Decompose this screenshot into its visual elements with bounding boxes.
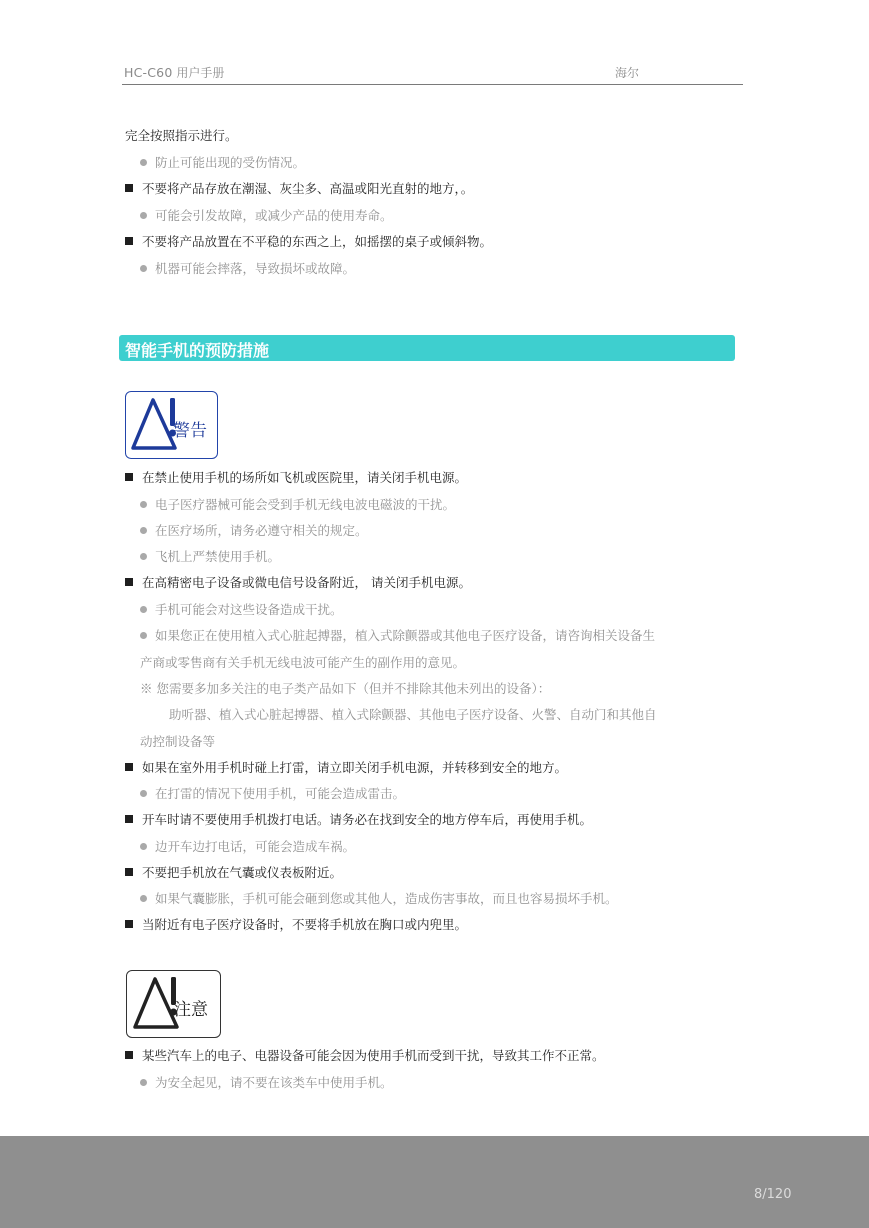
list-item-text: 边开车边打电话，可能会造成车祸。 (155, 839, 356, 854)
page-header (122, 60, 743, 85)
brand-name: 海尔 (615, 66, 640, 80)
bullet-square-icon (125, 578, 133, 586)
bullet-dot-icon (140, 527, 147, 534)
list-item (140, 208, 393, 224)
intro-line: 完全按照指示进行。 (125, 128, 238, 143)
section-heading-bar (119, 335, 735, 361)
list-item-text: 如果在室外用手机时碰上打雷，请立即关闭手机电源，并转移到安全的地方。 (142, 760, 568, 775)
list-item (125, 1048, 605, 1064)
list-item-text: 在禁止使用手机的场所如飞机或医院里，请关闭手机电源。 (142, 470, 468, 485)
list-item (140, 786, 405, 802)
warning-badge (125, 391, 218, 459)
list-item-text: 防止可能出现的受伤情况。 (155, 155, 306, 170)
list-item-text: 不要将产品存放在潮湿、灰尘多、高温或阳光直射的地方，。 (142, 181, 474, 196)
list-item-text: 如果您正在使用植入式心脏起搏器，植入式除颤器或其他电子医疗设备，请咨询相关设备生 (155, 628, 656, 643)
list-item-text: 为安全起见，请不要在该类车中使用手机。 (155, 1075, 393, 1090)
bullet-dot-icon (140, 212, 147, 219)
list-item (125, 917, 467, 933)
list-item (140, 523, 368, 539)
list-item (140, 602, 343, 618)
list-item-text: 手机可能会对这些设备造成干扰。 (155, 602, 343, 617)
bullet-square-icon (125, 237, 133, 245)
caution-label: 注意 (174, 1000, 208, 1020)
bullet-dot-icon (140, 632, 147, 639)
list-item-text: 当附近有电子医疗设备时，不要将手机放在胸口或内兜里。 (142, 917, 468, 932)
list-item-text: 某些汽车上的电子、电器设备可能会因为使用手机而受到干扰，导致其工作不正常。 (142, 1048, 605, 1063)
bullet-square-icon (125, 1051, 133, 1059)
bullet-dot-icon (140, 159, 147, 166)
list-item (140, 628, 655, 644)
list-item (140, 155, 305, 171)
bullet-dot-icon (140, 553, 147, 560)
bullet-dot-icon (140, 895, 147, 902)
bullet-square-icon (125, 473, 133, 481)
list-item-text: 在打雷的情况下使用手机，可能会造成雷击。 (155, 786, 406, 801)
list-item (140, 497, 455, 513)
header-left (124, 64, 224, 81)
list-item-text: 如果气囊膨胀，手机可能会砸到您或其他人，造成伤害事故，而且也容易损坏手机。 (155, 891, 618, 906)
bullet-square-icon (125, 920, 133, 928)
note-devices-line: 助听器、植入式心脏起搏器、植入式除颤器、其他电子医疗设备、火警、自动门和其他自 (169, 707, 657, 722)
list-item (140, 261, 355, 277)
bullet-dot-icon (140, 843, 147, 850)
list-item (140, 891, 618, 907)
list-item (125, 181, 473, 197)
list-item-text: 不要将产品放置在不平稳的东西之上，如摇摆的桌子或倾斜物。 (142, 234, 493, 249)
note-line: ※ 您需要多加多关注的电子类产品如下（但并不排除其他未列出的设备）： (140, 681, 551, 696)
list-item-text: 在高精密电子设备或微电信号设备附近， 请关闭手机电源。 (142, 575, 471, 590)
list-item (140, 1075, 393, 1091)
list-item-text: 可能会引发故障，或减少产品的使用寿命。 (155, 208, 393, 223)
bullet-dot-icon (140, 606, 147, 613)
list-item-text: 开车时请不要使用手机拨打电话。请务必在找到安全的地方停车后，再使用手机。 (142, 812, 593, 827)
list-item (125, 760, 567, 776)
note-devices-continuation: 动控制设备等 (140, 734, 216, 749)
list-item-continuation: 产商或零售商有关手机无线电波可能产生的副作用的意见。 (140, 655, 466, 670)
page-footer (0, 1136, 869, 1228)
list-item-text: 飞机上严禁使用手机。 (155, 549, 281, 564)
list-item (125, 865, 342, 881)
bullet-dot-icon (140, 265, 147, 272)
bullet-dot-icon (140, 790, 147, 797)
caution-badge (126, 970, 221, 1038)
list-item (125, 470, 467, 486)
bullet-square-icon (125, 868, 133, 876)
list-item (125, 812, 592, 828)
list-item-text: 机器可能会摔落，导致损坏或故障。 (155, 261, 356, 276)
bullet-square-icon (125, 184, 133, 192)
list-item (140, 549, 280, 565)
list-item-text: 电子医疗器械可能会受到手机无线电波电磁波的干扰。 (155, 497, 456, 512)
warning-label: 警告 (173, 421, 207, 441)
bullet-square-icon (125, 815, 133, 823)
list-item (125, 234, 492, 250)
list-item (140, 839, 355, 855)
bullet-dot-icon (140, 501, 147, 508)
manual-label: 用户手册 (176, 66, 225, 80)
list-item (125, 575, 471, 591)
list-item-text: 不要把手机放在气囊或仪表板附近。 (142, 865, 343, 880)
page-number: 8/120 (754, 1187, 792, 1202)
list-item-text: 在医疗场所，请务必遵守相关的规定。 (155, 523, 368, 538)
model-name: HC-C60 (124, 65, 173, 80)
bullet-dot-icon (140, 1079, 147, 1086)
section-title: 智能手机的预防措施 (125, 341, 270, 360)
bullet-square-icon (125, 763, 133, 771)
